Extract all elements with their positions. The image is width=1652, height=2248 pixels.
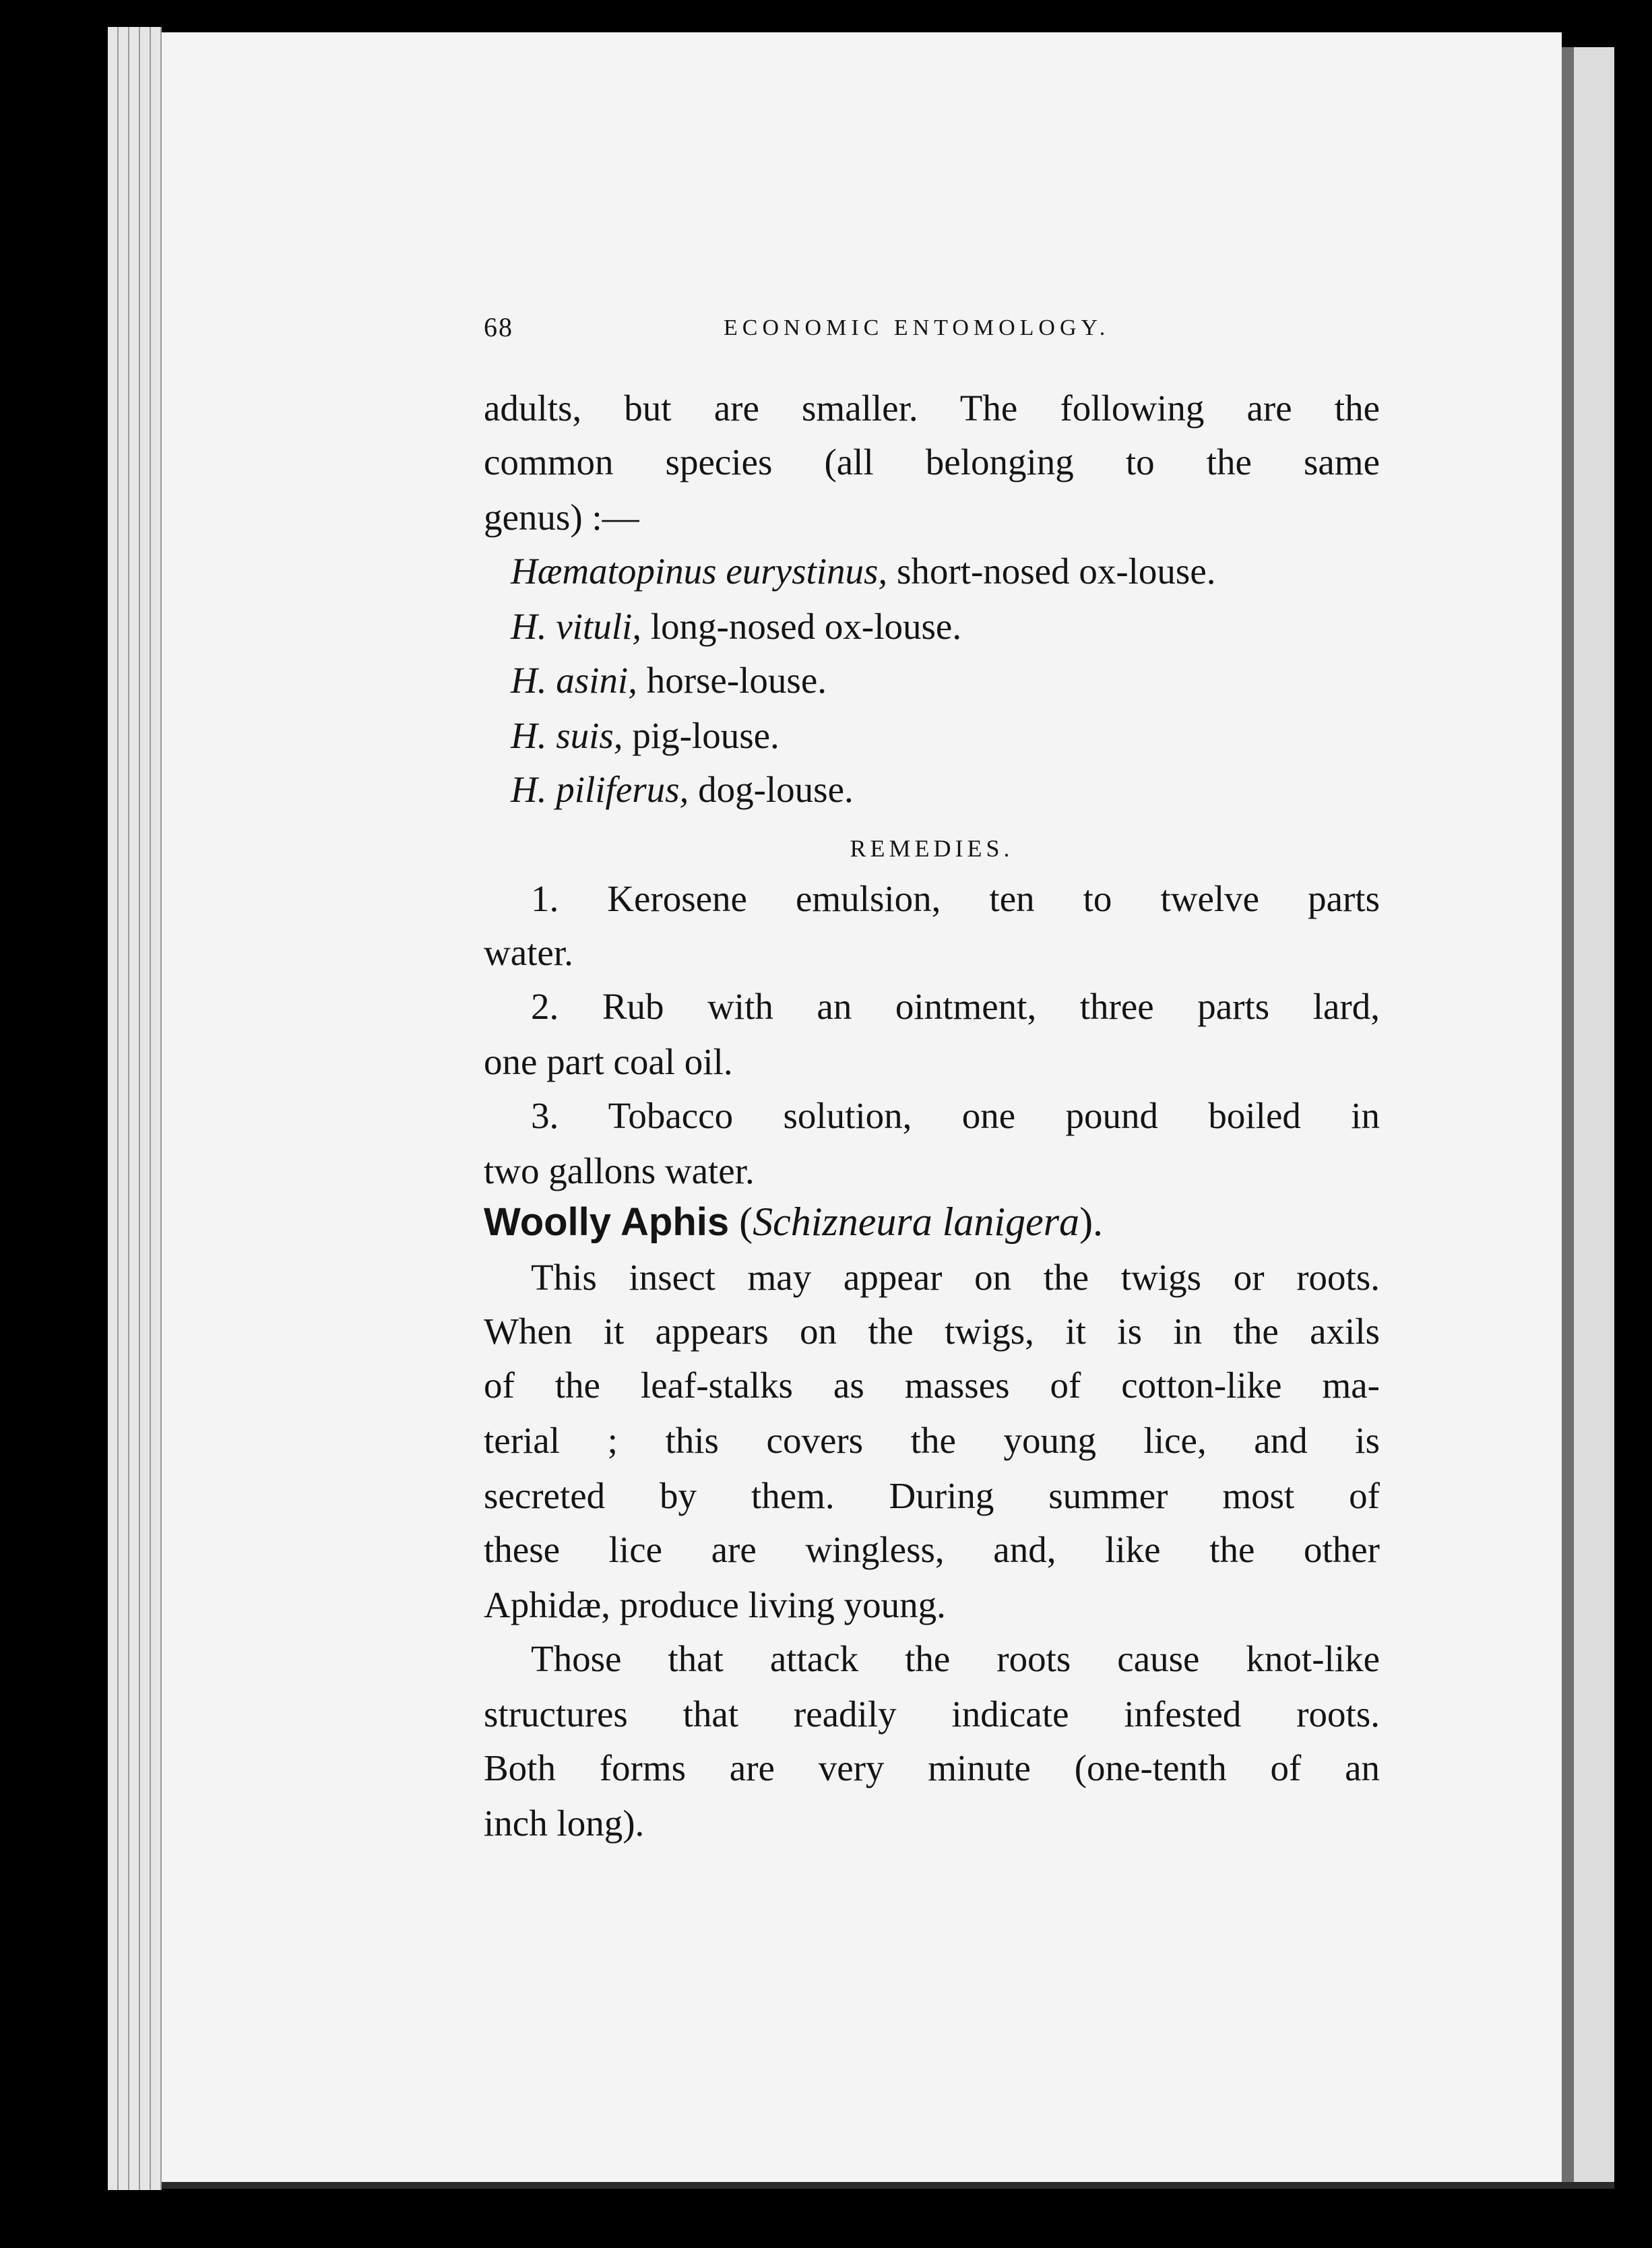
paragraph-line: When it appears on the twigs, it is in the axils — [484, 1311, 1380, 1352]
page-number: 68 — [484, 312, 513, 342]
remedy-line: one part coal oil. — [484, 1041, 733, 1082]
remedies-heading: REMEDIES. — [850, 835, 1014, 862]
paragraph-line: Both forms are very minute (one-tenth of an — [484, 1747, 1380, 1788]
bottom-shadow — [162, 2182, 1614, 2189]
remedy-line: 2. Rub with an ointment, three parts lard, — [531, 986, 1380, 1027]
intro-line: genus) :— — [484, 497, 639, 538]
paragraph-line: structures that readily indicate infested roots. — [484, 1693, 1380, 1735]
paragraph-line: Aphidæ, produce living young. — [484, 1584, 946, 1625]
paragraph-line: these lice are wingless, and, like the other — [484, 1529, 1380, 1570]
running-header — [484, 311, 1380, 352]
page-edges — [108, 27, 168, 2190]
paragraph-line: of the leaf-stalks as masses of cotton-like ma- — [484, 1365, 1380, 1406]
remedy-line: water. — [484, 932, 573, 973]
intro-line: common species (all belonging to the same — [484, 441, 1380, 482]
species-line: H. vituli, long-nosed ox-louse. — [511, 606, 962, 647]
next-page-edge — [1574, 47, 1614, 2183]
paragraph-line: inch long). — [484, 1803, 645, 1844]
remedy-line: two gallons water. — [484, 1150, 755, 1191]
species-line: H. asini, horse-louse. — [511, 660, 827, 701]
paragraph-line: Those that attack the roots cause knot-like — [531, 1638, 1380, 1679]
species-line: Hæmatopinus eurystinus, short-nosed ox-louse. — [511, 551, 1216, 592]
paragraph-line: secreted by them. During summer most of — [484, 1475, 1380, 1516]
species-line: H. piliferus, dog-louse. — [511, 769, 854, 810]
remedy-line: 3. Tobacco solution, one pound boiled in — [531, 1095, 1380, 1136]
intro-line: adults, but are smaller. The following are the — [484, 387, 1380, 429]
paragraph-line: This insect may appear on the twigs or roots. — [531, 1257, 1380, 1298]
section-heading: Woolly Aphis (Schizneura lanigera). — [484, 1199, 1104, 1244]
page-shadow — [1562, 47, 1574, 2183]
section-latin-name: Schizneura lanigera — [753, 1199, 1080, 1244]
species-line: H. suis, pig-louse. — [511, 715, 780, 756]
paragraph-line: terial ; this covers the young lice, and is — [484, 1420, 1380, 1461]
remedy-line: 1. Kerosene emulsion, ten to twelve parts — [531, 878, 1380, 919]
running-title: ECONOMIC ENTOMOLOGY. — [724, 315, 1110, 340]
section-title: Woolly Aphis — [484, 1200, 730, 1244]
